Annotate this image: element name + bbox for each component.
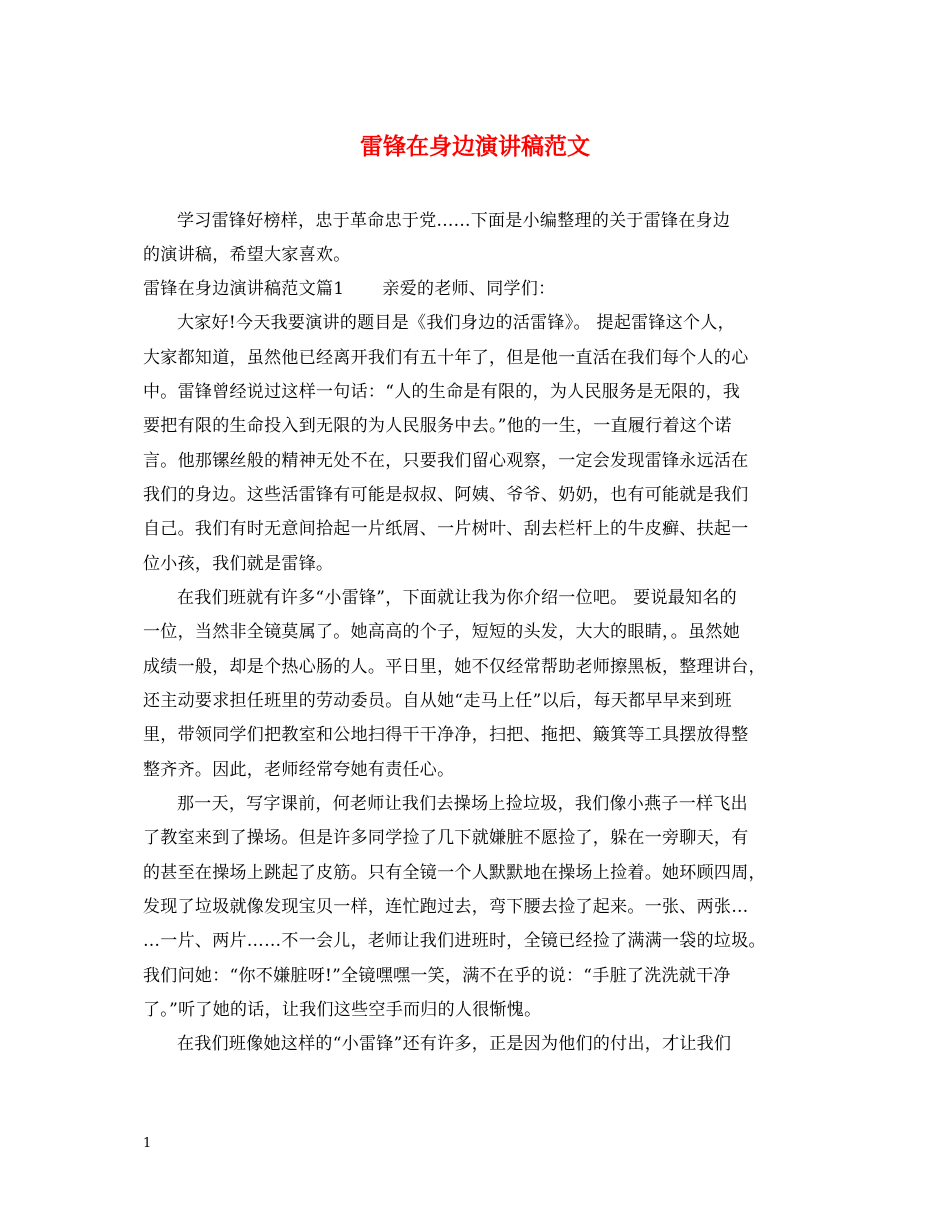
paragraph-line: 要把有限的生命投入到无限的为人民服务中去。”他的一生，一直履行着这个诺 bbox=[143, 416, 732, 436]
document-title: 雷锋在身边演讲稿范文 bbox=[360, 133, 590, 160]
paragraph-line: 了教室来到了操场。但是许多同学捡了几下就嫌脏不愿捡了，躲在一旁聊天，有 bbox=[143, 828, 749, 848]
paragraph-line: 的演讲稿，希望大家喜欢。 bbox=[143, 245, 351, 265]
paragraph-line: 了。”听了她的话，让我们这些空手而归的人很惭愧。 bbox=[143, 1000, 542, 1020]
paragraph-line: 我们问她：“你不嫌脏呀!”全镜嘿嘿一笑，满不在乎的说：“手脏了洗洗就干净 bbox=[143, 966, 731, 986]
paragraph-line: 位小孩，我们就是雷锋。 bbox=[143, 554, 334, 574]
paragraph-line: 一位，当然非全镜莫属了。她高高的个子，短短的头发，大大的眼睛，。虽然她 bbox=[143, 622, 740, 642]
paragraph-line: 还主动要求担任班里的劳动委员。自从她“走马上任”以后，每天都早早来到班 bbox=[143, 691, 732, 711]
section-heading-line bbox=[143, 274, 833, 304]
paragraph-line: 的甚至在操场上跳起了皮筋。只有全镜一个人默默地在操场上捡着。她环顾四周， bbox=[143, 863, 766, 883]
paragraph-line: 里，带领同学们把教室和公地扫得干干净净，扫把、拖把、簸箕等工具摆放得整 bbox=[143, 725, 749, 745]
page-number: 1 bbox=[143, 1136, 152, 1151]
paragraph-line: 大家都知道，虽然他已经离开我们有五十年了，但是他一直活在我们每个人的心 bbox=[143, 348, 749, 368]
paragraph-line: …一片、两片……不一会儿，老师让我们进班时，全镜已经捡了满满一袋的垃圾。 bbox=[143, 931, 766, 951]
paragraph-line: 大家好!今天我要演讲的题目是《我们身边的活雷锋》。 提起雷锋这个人， bbox=[177, 313, 735, 333]
paragraph-line: 自己。我们有时无意间拾起一片纸屑、一片树叶、刮去栏杆上的牛皮癣、扶起一 bbox=[143, 519, 749, 539]
paragraph-line: 那一天，写字课前，何老师让我们去操场上捡垃圾，我们像小燕子一样飞出 bbox=[177, 794, 748, 814]
paragraph-line: 整齐齐。因此，老师经常夸她有责任心。 bbox=[143, 760, 455, 780]
paragraph-line: 发现了垃圾就像发现宝贝一样，连忙跑过去，弯下腰去捡了起来。一张、两张… bbox=[143, 897, 749, 917]
paragraph-line: 成绩一般，却是个热心肠的人。平日里，她不仅经常帮助老师擦黑板，整理讲台， bbox=[143, 657, 766, 677]
greeting: 亲爱的老师、同学们： bbox=[382, 279, 556, 299]
paragraph-line: 言。他那镙丝般的精神无处不在，只要我们留心观察，一定会发现雷锋永远活在 bbox=[143, 451, 749, 471]
section-heading: 雷锋在身边演讲稿范文篇1 bbox=[143, 279, 345, 299]
paragraph-line: 我们的身边。这些活雷锋有可能是叔叔、阿姨、爷爷、奶奶，也有可能就是我们 bbox=[143, 485, 749, 505]
paragraph-line: 在我们班就有许多“小雷锋”，下面就让我为你介绍一位吧。 要说最知名的 bbox=[177, 588, 737, 608]
paragraph-line: 在我们班像她这样的“小雷锋”还有许多，正是因为他们的付出，才让我们 bbox=[177, 1034, 732, 1054]
paragraph-line: 学习雷锋好榜样，忠于革命忠于党......下面是小编整理的关于雷锋在身边 bbox=[177, 211, 731, 231]
paragraph-line: 中。雷锋曾经说过这样一句话：“人的生命是有限的，为人民服务是无限的，我 bbox=[143, 382, 741, 402]
